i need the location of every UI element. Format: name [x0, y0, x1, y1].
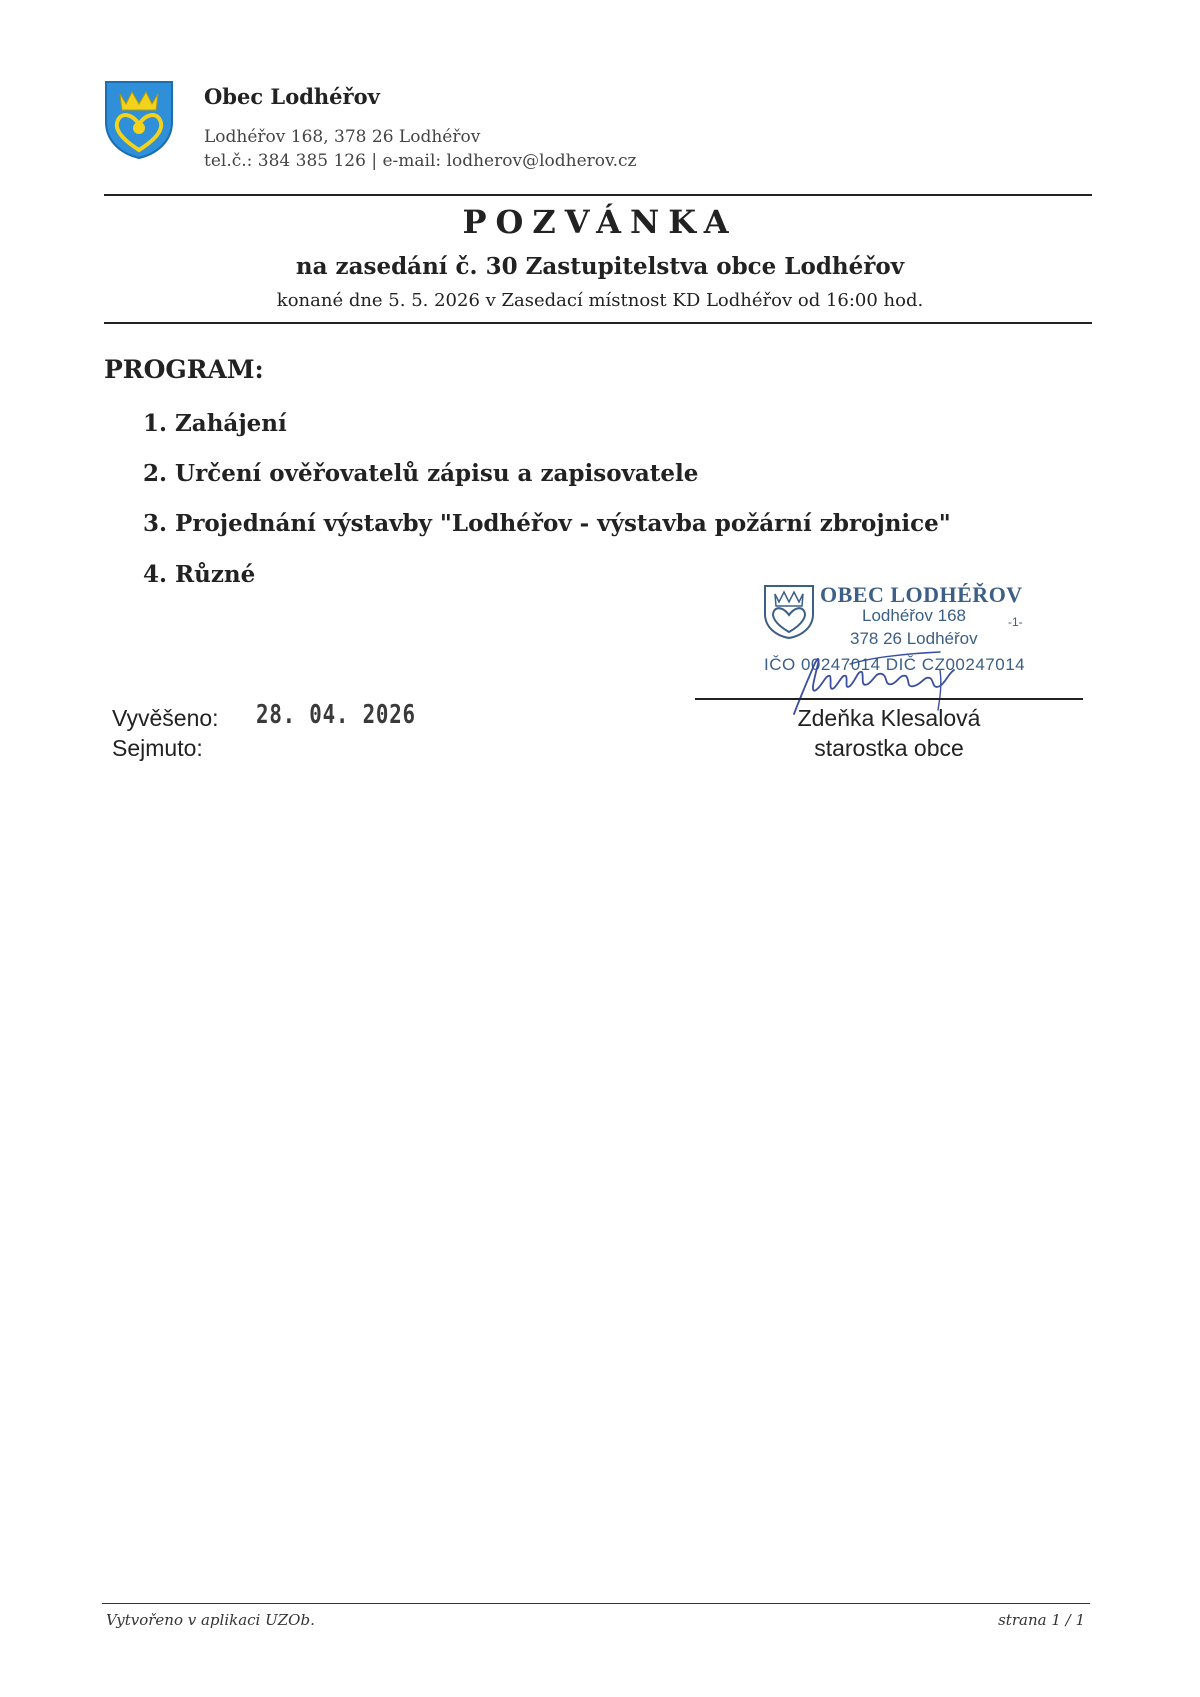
program-item: 4. Různé	[143, 561, 256, 588]
organization-name: Obec Lodhéřov	[204, 84, 380, 109]
removed-label: Sejmuto:	[112, 735, 203, 761]
document-subtitle: na zasedání č. 30 Zastupitelstva obce Lodhéřov	[295, 253, 905, 280]
program-item: 3. Projednání výstavby "Lodhéřov - výstavba požární zbrojnice"	[143, 510, 951, 537]
organization-address: Lodhéřov 168, 378 26 Lodhéřov	[204, 127, 481, 147]
stamp-street: Lodhéřov 168	[862, 606, 966, 625]
document-title: POZVÁNKA	[462, 203, 738, 241]
header-divider-bottom	[104, 322, 1092, 324]
stamp-city: 378 26 Lodhéřov	[850, 629, 978, 648]
signature-line	[695, 698, 1083, 700]
program-item: 2. Určení ověřovatelů zápisu a zapisovatele	[143, 460, 699, 487]
posted-label: Vyvěšeno:	[112, 705, 219, 731]
footer-divider	[102, 1603, 1090, 1604]
posted-date-stamp: 28. 04. 2026	[256, 700, 416, 730]
footer-created-with: Vytvořeno v aplikaci UZOb.	[106, 1611, 315, 1629]
municipality-coat-of-arms-logo	[104, 80, 174, 160]
stamp-page-mark: -1-	[1008, 615, 1023, 629]
stamp-name: OBEC LODHÉŘOV	[820, 582, 1023, 607]
meeting-details: konané dne 5. 5. 2026 v Zasedací místnost KD Lodhéřov od 16:00 hod.	[276, 290, 924, 311]
footer-page-number: strana 1 / 1	[998, 1611, 1085, 1629]
program-item: 1. Zahájení	[143, 410, 287, 437]
stamp-ids: IČO 00247014 DIČ CZ00247014	[764, 655, 1026, 674]
program-heading: PROGRAM:	[104, 355, 264, 384]
stamp-emblem-icon	[763, 584, 815, 640]
signer-name: Zdeňka Klesalová	[797, 705, 981, 731]
organization-contact: tel.č.: 384 385 126 | e-mail: lodherov@lodherov.cz	[204, 151, 637, 171]
signer-role: starostka obce	[814, 735, 964, 761]
header-divider-top	[104, 194, 1092, 196]
